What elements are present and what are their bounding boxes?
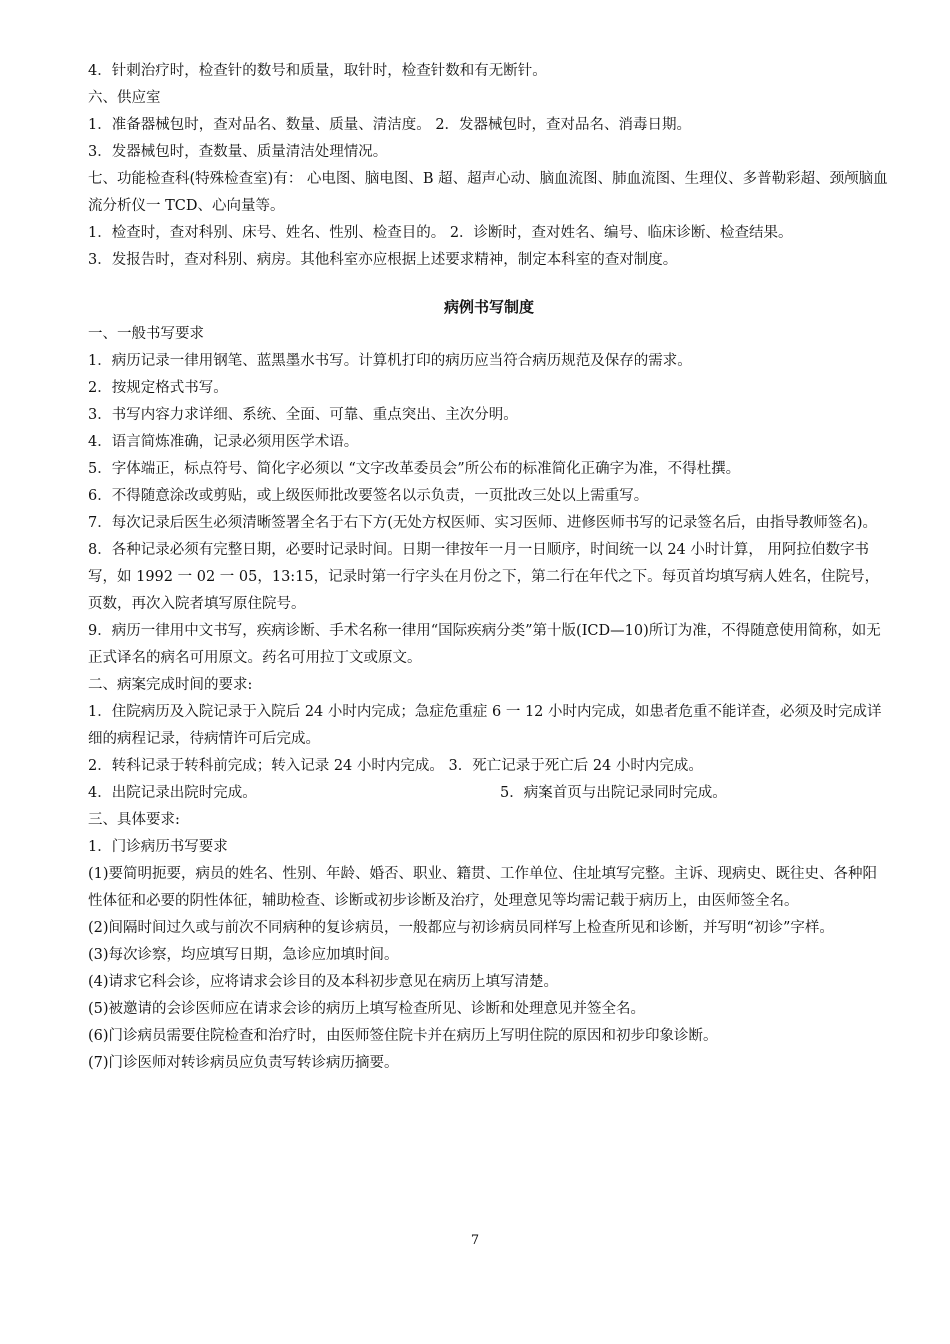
page-number: 7 <box>470 1233 480 1248</box>
paragraph: 8．各种记录必须有完整日期，必要时记录时间。日期一律按年一月一日顺序，时间统一以 24 小时计算， 用阿拉伯数字书写，如 1992 一 02 一 05，13:15，记录时第一行字头在月份之下，第二行在年代之下。每页首均填写病人姓名，住院号，页数，再次入院者填写原住院号。 <box>88 542 880 612</box>
heading-general: 一、一般书写要求 <box>88 326 204 342</box>
paragraph: 1．检查时，查对科别、床号、姓名、性别、检查目的。 2．诊断时，查对姓名、编号、临床诊断、检查结果。 <box>88 225 793 241</box>
heading-completion-time: 二、病案完成时间的要求: <box>88 677 253 693</box>
spacer <box>88 274 890 294</box>
subheading-outpatient: 1．门诊病历书写要求 <box>88 839 228 855</box>
paragraph: (1)要简明扼要，病员的姓名、性别、年龄、婚否、职业、籍贯、工作单位、住址填写完整。主诉、现病史、既往史、各种阳性体征和必要的阴性体征，辅助检查、诊断或初步诊断及治疗，处理意见等均需记载于病历上，由医师签全名。 <box>88 866 878 909</box>
paragraph: 4．语言简炼准确，记录必须用医学术语。 <box>88 434 359 450</box>
paragraph: (4)请求它科会诊，应将请求会诊目的及本科初步意见在病历上填写清楚。 <box>88 974 559 990</box>
section-title: 病例书写制度 <box>443 298 534 316</box>
paragraph: 9．病历一律用中文书写，疾病诊断、手术名称一律用“国际疾病分类”第十版(ICD—10)所订为准，不得随意使用简称，如无正式译名的病名可用原文。药名可用拉丁文或原文。 <box>88 623 881 666</box>
paragraph: (2)间隔时间过久或与前次不同病种的复诊病员，一般都应与初诊病员同样写上检查所见和诊断，并写明“初诊”字样。 <box>88 920 834 936</box>
paragraph: (7)门诊医师对转诊病员应负责写转诊病历摘要。 <box>88 1055 399 1071</box>
heading-supply-room: 六、供应室 <box>88 90 161 106</box>
two-column-row <box>88 780 890 807</box>
paragraph: (3)每次诊察，均应填写日期，急诊应加填时间。 <box>88 947 399 963</box>
paragraph: 6．不得随意涂改或剪贴，或上级医师批改要签名以示负责，一页批改三处以上需重写。 <box>88 488 649 504</box>
paragraph: 3．发器械包时，查数量、质量清洁处理情况。 <box>88 144 388 160</box>
paragraph: 7．每次记录后医生必须清晰签署全名于右下方(无处方权医师、实习医师、进修医师书写的记录签名后，由指导教师签名)。 <box>88 515 878 531</box>
heading-specific: 三、具体要求: <box>88 812 180 828</box>
paragraph: 3．发报告时，查对科别、病房。其他科室亦应根据上述要求精神，制定本科室的查对制度。 <box>88 252 678 268</box>
paragraph: (5)被邀请的会诊医师应在请求会诊的病历上填写检查所见、诊断和处理意见并签全名。 <box>88 1001 646 1017</box>
paragraph: 5．字体端正，标点符号、简化字必须以 “文字改革委员会”所公布的标准简化正确字为准，不得杜撰。 <box>88 461 741 477</box>
paragraph-left: 4．出院记录出院时完成。 <box>88 785 257 801</box>
paragraph: (6)门诊病员需要住院检查和治疗时，由医师签住院卡并在病历上写明住院的原因和初步印象诊断。 <box>88 1028 718 1044</box>
paragraph-right: 5．病案首页与出院记录同时完成。 <box>500 785 727 801</box>
paragraph: 2．按规定格式书写。 <box>88 380 228 396</box>
paragraph: 1．准备器械包时，查对品名、数量、质量、清洁度。 2．发器械包时，查对品名、消毒日期。 <box>88 117 692 133</box>
paragraph: 3．书写内容力求详细、系统、全面、可靠、重点突出、主次分明。 <box>88 407 518 423</box>
paragraph: 七、功能检查科(特殊检查室)有： 心电图、脑电图、B 超、超声心动、脑血流图、肺血流图、生理仪、多普勒彩超、颈颅脑血流分析仪一 TCD、心向量等。 <box>88 171 888 214</box>
document-body <box>88 58 890 1077</box>
paragraph: 1．住院病历及入院记录于入院后 24 小时内完成；急症危重症 6 一 12 小时内完成，如患者危重不能详查，必须及时完成详细的病程记录，待病情许可后完成。 <box>88 704 882 747</box>
paragraph: 1．病历记录一律用钢笔、蓝黑墨水书写。计算机打印的病历应当符合病历规范及保存的需求。 <box>88 353 692 369</box>
paragraph: 2．转科记录于转科前完成；转入记录 24 小时内完成。 3．死亡记录于死亡后 24 小时内完成。 <box>88 758 703 774</box>
paragraph: 4．针刺治疗时，检查针的数号和质量，取针时，检查针数和有无断针。 <box>88 63 547 79</box>
